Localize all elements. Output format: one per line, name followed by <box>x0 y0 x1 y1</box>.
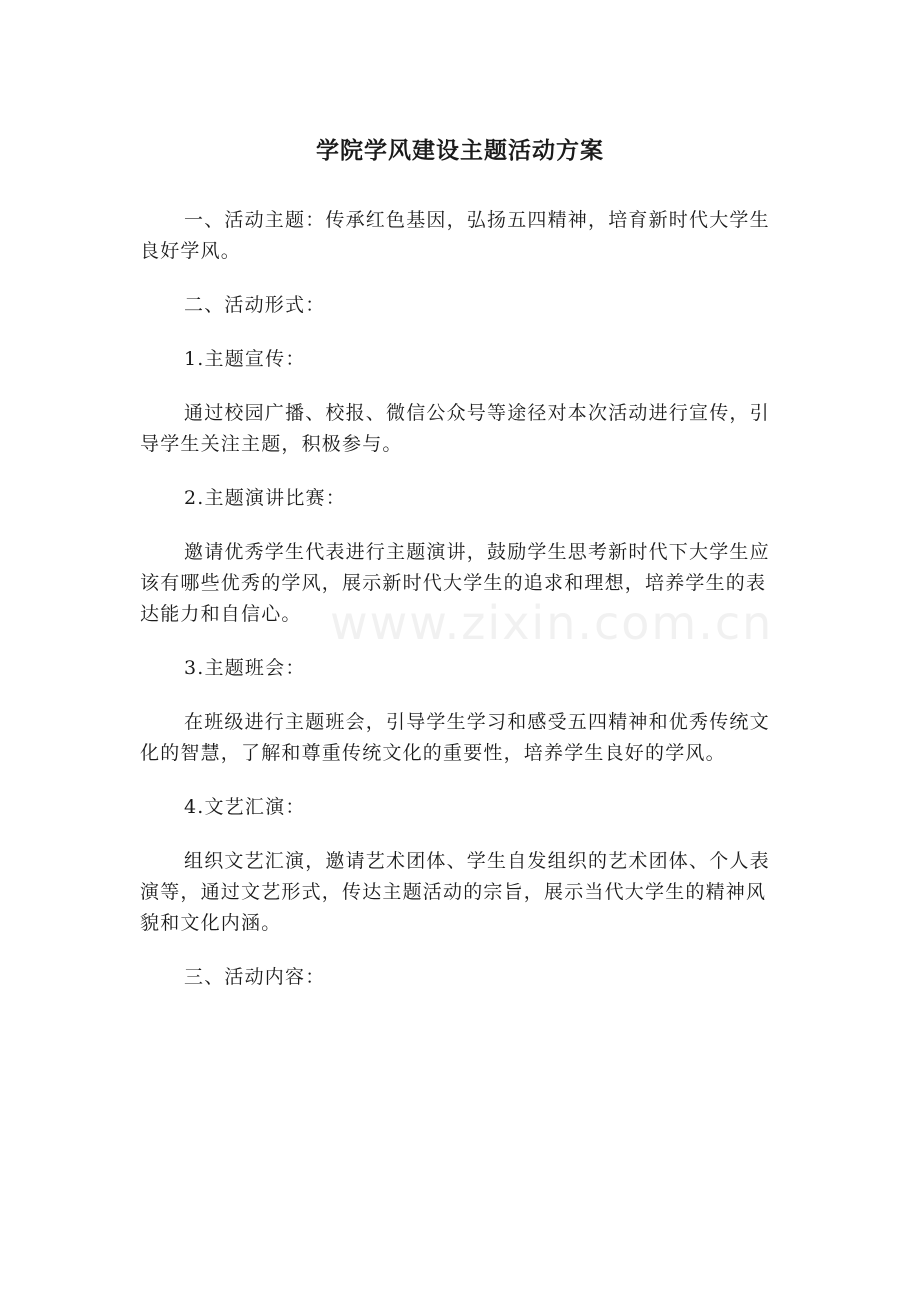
heading-class-meeting: 3.主题班会： <box>184 657 306 679</box>
heading-form: 二、活动形式： <box>184 294 326 316</box>
paragraph-class-meeting: 在班级进行主题班会，引导学生学习和感受五四精神和优秀传统文化的智慧，了解和尊重传统文化的重要性，培养学生良好的学风。 <box>140 711 770 764</box>
paragraph-art-performance: 组织文艺汇演，邀请艺术团体、学生自发组织的艺术团体、个人表演等，通过文艺形式，传达主题活动的宗旨，展示当代大学生的精神风貌和文化内涵。 <box>140 850 770 934</box>
heading-publicity: 1.主题宣传： <box>184 348 306 370</box>
heading-speech-contest: 2.主题演讲比赛： <box>184 487 346 509</box>
document-body <box>140 205 770 1016</box>
paragraph-speech-contest: 邀请优秀学生代表进行主题演讲，鼓励学生思考新时代下大学生应该有哪些优秀的学风，展示新时代大学生的追求和理想，培养学生的表达能力和自信心。 <box>140 541 770 625</box>
heading-art-performance: 4.文艺汇演： <box>184 796 306 818</box>
heading-content: 三、活动内容： <box>184 966 326 988</box>
paragraph-publicity: 通过校园广播、校报、微信公众号等途径对本次活动进行宣传，引导学生关注主题，积极参与。 <box>140 402 770 455</box>
document-title: 学院学风建设主题活动方案 <box>316 138 604 164</box>
watermark: www.zixin.com.cn <box>330 596 774 650</box>
paragraph-theme: 一、活动主题：传承红色基因，弘扬五四精神，培育新时代大学生良好学风。 <box>140 209 770 262</box>
